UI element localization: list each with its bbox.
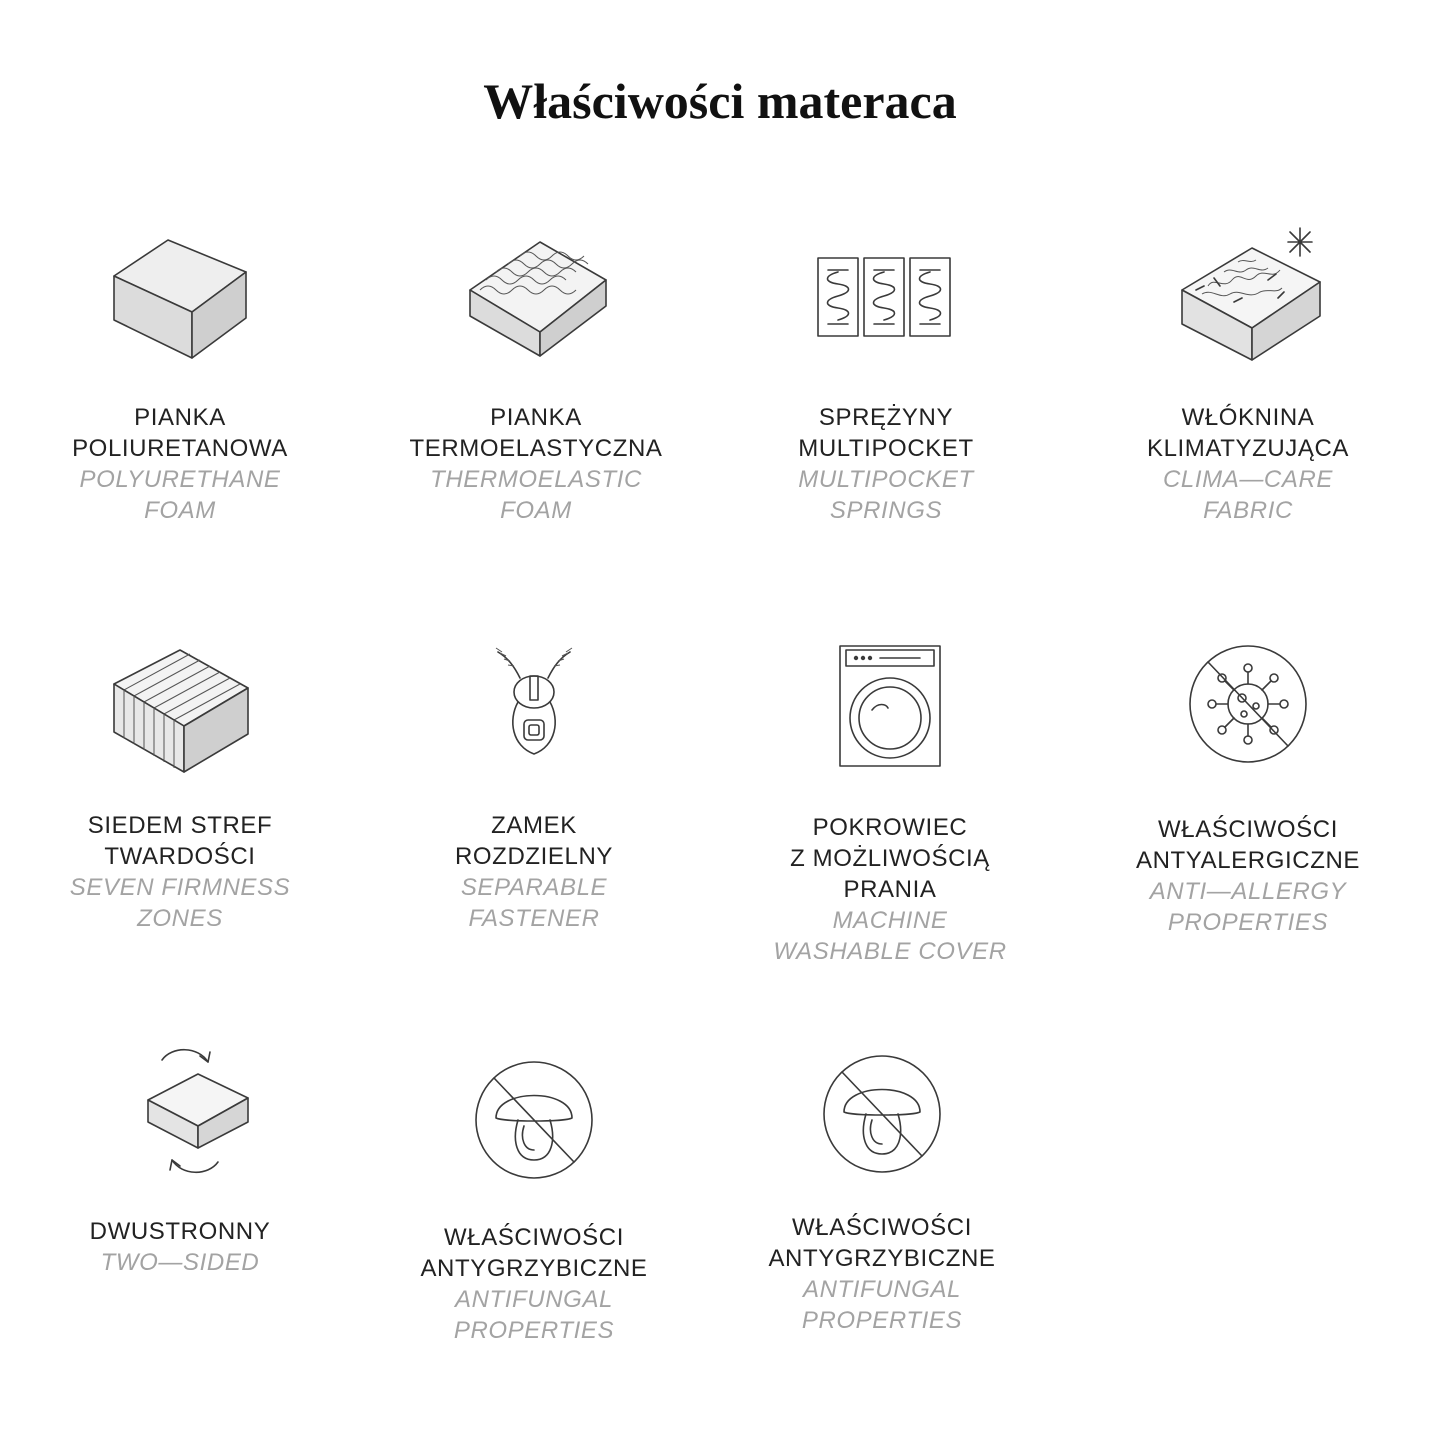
feature-title-line: WŁAŚCIWOŚCI [1158,816,1338,843]
foam-block-icon [100,220,260,380]
no-fungus-icon [454,1040,614,1200]
no-fungus-icon [802,1034,962,1194]
page-title: Właściwości materaca [483,73,957,129]
zipper-icon [454,628,614,788]
feature-title-line: WŁAŚCIWOŚCI [444,1224,624,1251]
wave-foam-icon [456,220,616,380]
feature-subtitle-line: POLYURETHANE [79,466,281,493]
feature-title-line: ANTYALERGICZNE [1136,847,1360,874]
feature-subtitle-line: ZONES [137,905,223,932]
feature-subtitle-line: SPRINGS [829,497,943,524]
feature-title-line: ZAMEK [491,812,577,839]
feature-subtitle-line: SEVEN FIRMNESS [69,874,291,901]
feature-title-line: ANTYGRZYBICZNE [420,1255,648,1282]
feature-subtitle-line: SEPARABLE [460,874,608,901]
firmness-zones-icon [100,628,260,788]
feature-title-line: POLIURETANOWA [72,435,288,462]
feature-title-line: DWUSTRONNY [89,1218,271,1245]
feature-subtitle-line: MACHINE [832,907,948,934]
feature-subtitle-line: FABRIC [1203,497,1293,524]
feature-title-line: ANTYGRZYBICZNE [768,1245,996,1272]
feature-subtitle-line: THERMOELASTIC [430,466,642,493]
feature-title-line: WŁAŚCIWOŚCI [792,1214,972,1241]
feature-subtitle-line: TWO—SIDED [100,1249,260,1276]
feature-title-line: POKROWIEC [812,814,968,841]
feature-subtitle-line: ANTIFUNGAL [454,1286,613,1313]
feature-subtitle-line: CLIMA—CARE [1162,466,1334,493]
feature-subtitle-line: WASHABLE COVER [773,938,1007,965]
feature-title-line: ROZDZIELNY [454,843,613,870]
feature-title-line: PIANKA [490,404,582,431]
feature-subtitle-line: PROPERTIES [1167,909,1329,936]
pocket-springs-icon [806,220,966,380]
feature-title-line: PIANKA [134,404,226,431]
feature-title-line: SPRĘŻYNY [818,404,954,431]
feature-title-line: PRANIA [843,876,937,903]
feature-subtitle-line: FASTENER [468,905,600,932]
feature-subtitle-line: MULTIPOCKET [798,466,974,493]
feature-title-line: WŁÓKNINA [1181,404,1315,431]
two-sided-icon [100,1036,260,1196]
feature-subtitle-line: FOAM [500,497,572,524]
clima-fabric-icon [1168,220,1328,380]
feature-subtitle-line: PROPERTIES [801,1307,963,1334]
feature-title-line: KLIMATYZUJĄCA [1146,435,1350,462]
feature-subtitle-line: PROPERTIES [453,1317,615,1344]
feature-title-line: SIEDEM STREF [87,812,273,839]
washing-machine-icon [810,628,970,788]
no-allergen-icon [1168,628,1328,788]
feature-title-line: Z MOŻLIWOŚCIĄ [790,845,990,872]
feature-title-line: MULTIPOCKET [798,435,974,462]
feature-subtitle-line: ANTI—ALLERGY [1149,878,1347,905]
feature-title-line: TWARDOŚCI [104,843,256,870]
feature-subtitle-line: ANTIFUNGAL [802,1276,961,1303]
feature-title-line: TERMOELASTYCZNA [409,435,663,462]
feature-subtitle-line: FOAM [144,497,216,524]
